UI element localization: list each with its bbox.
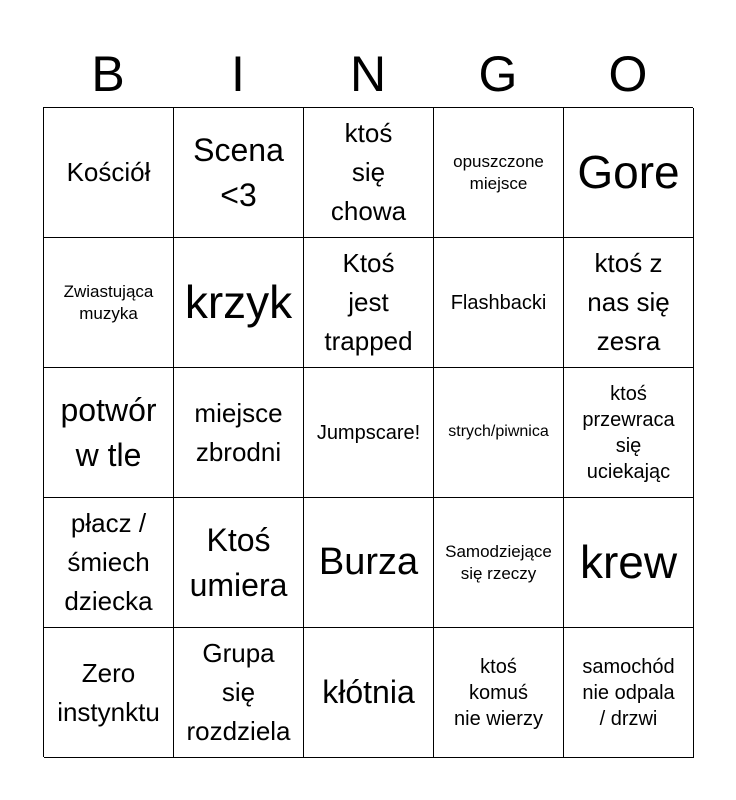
bingo-cell[interactable] [564, 238, 694, 368]
bingo-cell[interactable] [304, 238, 434, 368]
bingo-cell[interactable] [174, 108, 304, 238]
cell-text: Burza [318, 540, 419, 583]
bingo-cell[interactable] [174, 498, 304, 628]
header-letter-b: B [91, 46, 125, 102]
bingo-cell[interactable] [304, 628, 434, 758]
cell-text: miejsce zbrodni [194, 397, 283, 467]
cell-text: Kościół [66, 157, 151, 187]
bingo-cell[interactable] [304, 108, 434, 238]
bingo-cell[interactable] [564, 498, 694, 628]
bingo-cell[interactable] [434, 238, 564, 368]
cell-text: ktoś się chowa [330, 118, 407, 226]
bingo-cell[interactable] [304, 498, 434, 628]
cell-text: Samodziejące się rzeczy [445, 541, 552, 583]
header-letter-g: G [478, 46, 518, 102]
cell-text: Ktoś jest trapped [324, 248, 413, 356]
bingo-cell[interactable] [44, 628, 174, 758]
bingo-cell[interactable] [564, 368, 694, 498]
bingo-cell[interactable] [434, 368, 564, 498]
bingo-cell[interactable] [434, 108, 564, 238]
bingo-cell[interactable] [304, 368, 434, 498]
bingo-cell[interactable] [434, 628, 564, 758]
bingo-cell[interactable] [564, 108, 694, 238]
bingo-cell[interactable] [174, 368, 304, 498]
cell-text: opuszczone miejsce [453, 151, 544, 193]
bingo-cell[interactable] [44, 108, 174, 238]
cell-text: Flashbacki [450, 291, 547, 314]
cell-text: krzyk [184, 275, 293, 328]
cell-text: ktoś z nas się zesra [587, 248, 670, 356]
bingo-cell[interactable] [564, 628, 694, 758]
cell-text: kłótnia [322, 674, 415, 711]
bingo-header [43, 40, 693, 108]
bingo-cell[interactable] [174, 628, 304, 758]
header-letter-i: I [231, 46, 245, 102]
cell-text: Gore [577, 145, 680, 198]
cell-text: strych/piwnica [448, 423, 549, 441]
bingo-grid [43, 107, 693, 757]
cell-text: krew [579, 535, 678, 588]
cell-text: Ktoś umiera [189, 521, 288, 603]
header-letter-o: O [608, 46, 648, 102]
cell-text: Grupa się rozdziela [186, 638, 291, 746]
bingo-cell[interactable] [434, 498, 564, 628]
cell-text: Jumpscare! [316, 421, 421, 444]
cell-text: samochód nie odpala / drzwi [582, 655, 675, 730]
bingo-cell[interactable] [44, 238, 174, 368]
cell-text: Zwiastująca muzyka [63, 281, 154, 323]
cell-text: ktoś przewraca się uciekając [582, 382, 675, 483]
cell-text: Zero instynktu [57, 657, 160, 727]
cell-text: Scena <3 [193, 131, 284, 213]
cell-text: płacz / śmiech dziecka [64, 508, 153, 616]
bingo-cell[interactable] [174, 238, 304, 368]
header-letter-n: N [349, 46, 387, 102]
bingo-cell[interactable] [44, 498, 174, 628]
cell-text: potwór w tle [60, 391, 157, 473]
cell-text: ktoś komuś nie wierzy [454, 655, 543, 730]
bingo-cell[interactable] [44, 368, 174, 498]
